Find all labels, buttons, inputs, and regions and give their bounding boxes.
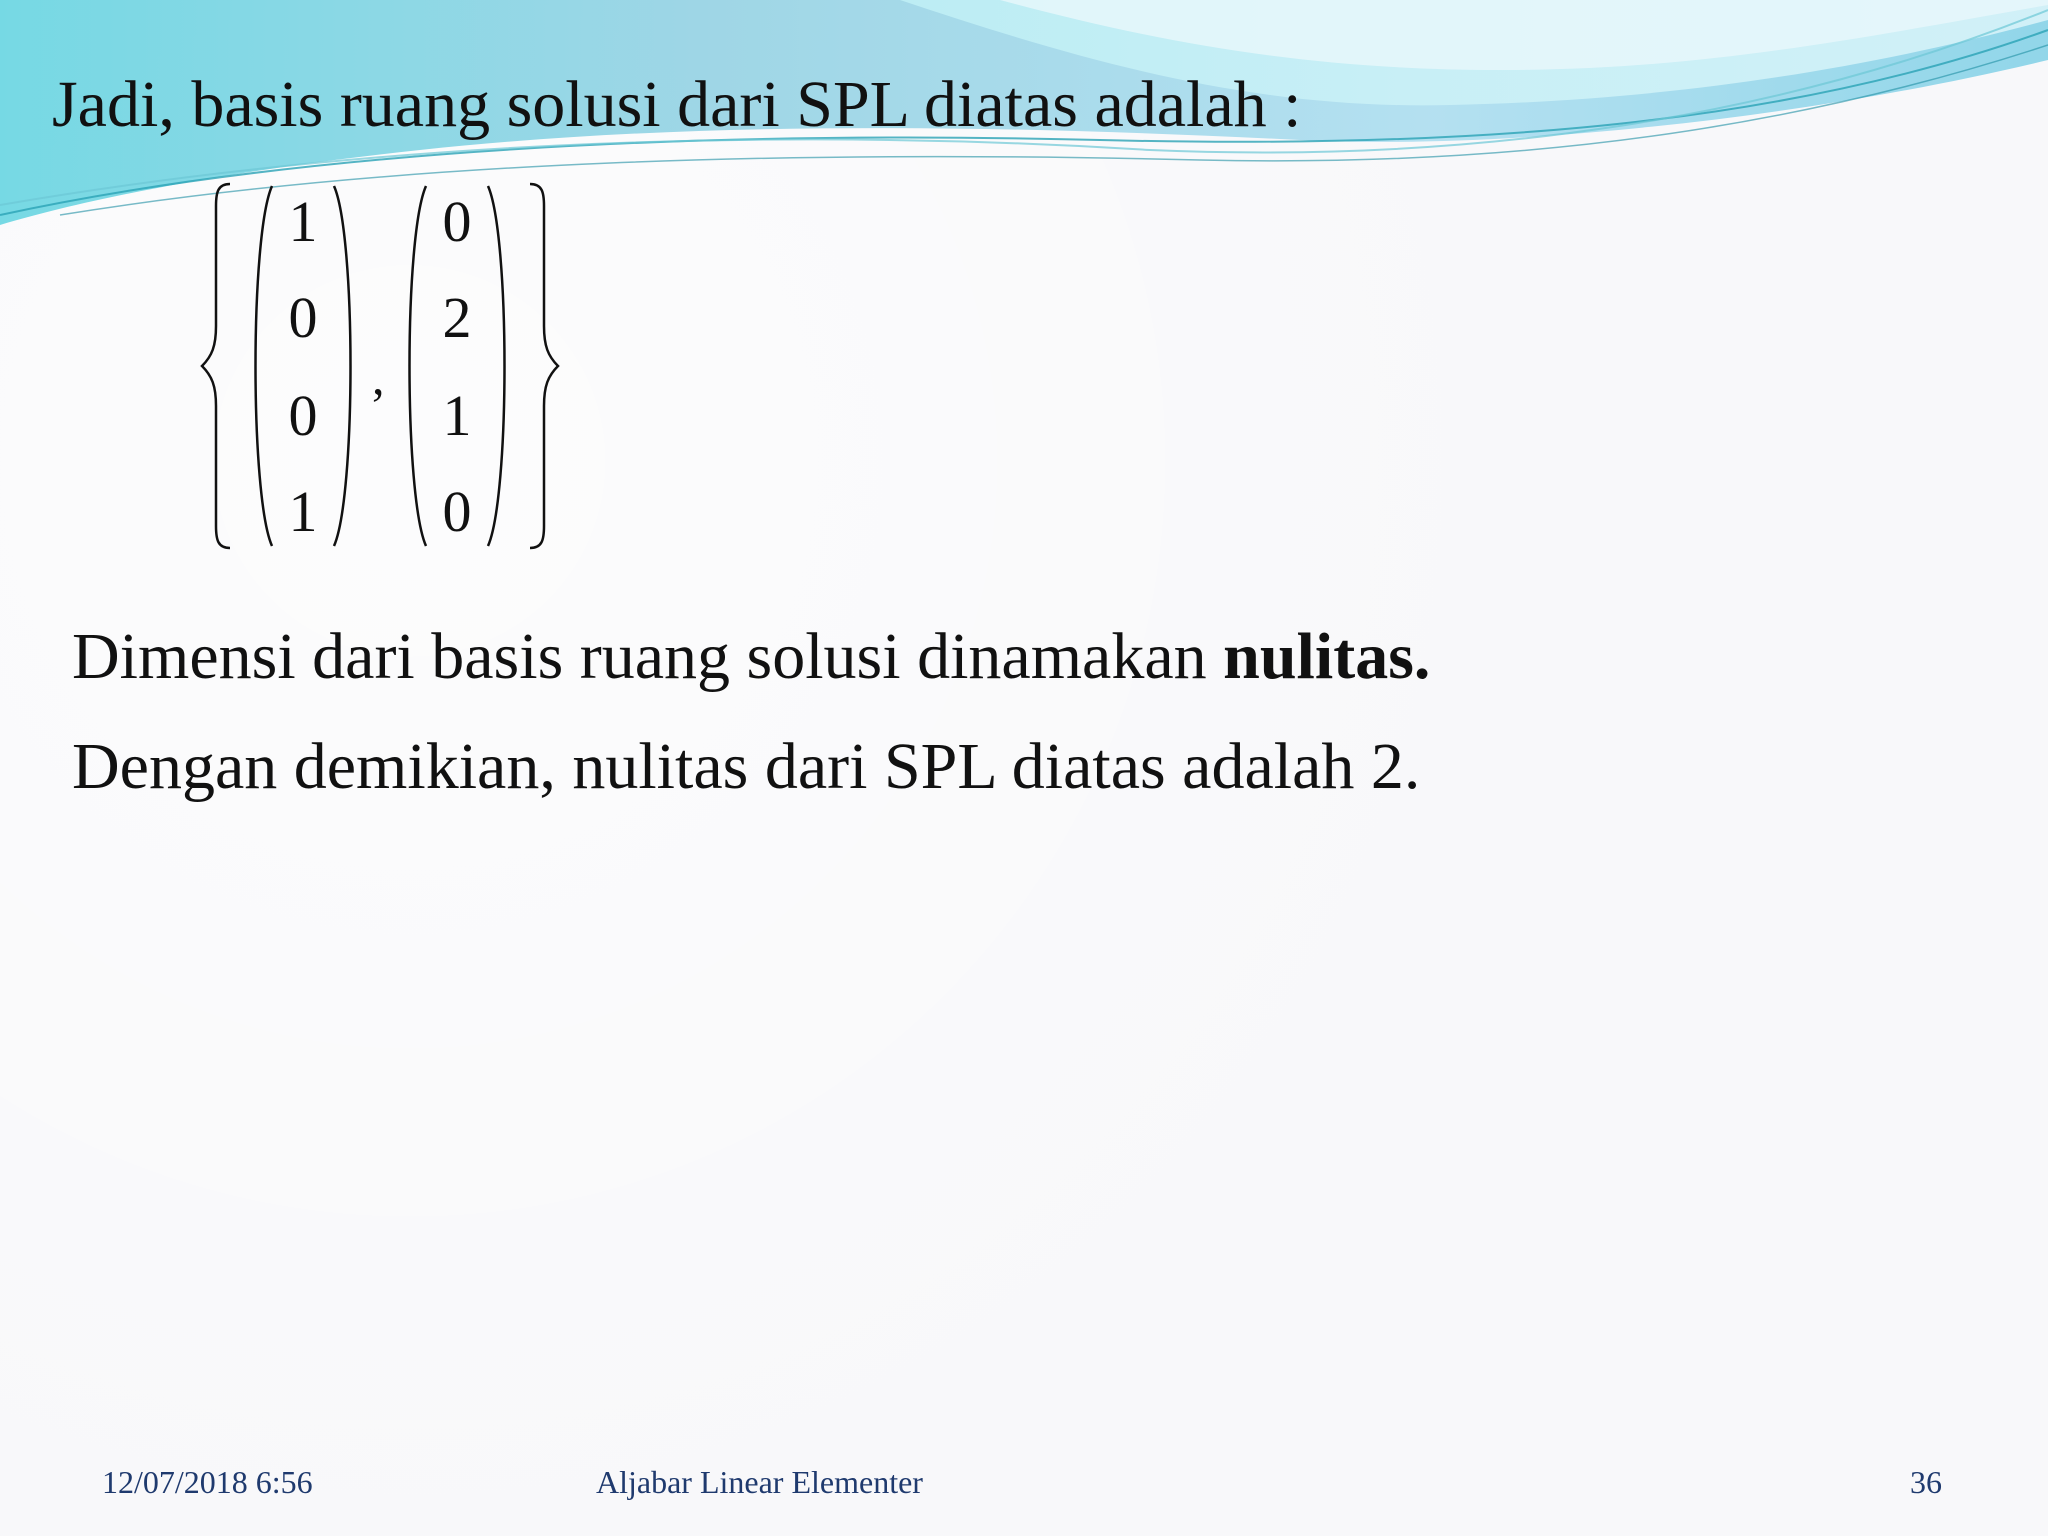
vector-1-entry: 0	[288, 383, 318, 448]
vector-2-entry: 1	[442, 383, 472, 448]
footer-page-number: 36	[1910, 1464, 1942, 1500]
vector-2-entry: 0	[442, 189, 472, 254]
nulitas-definition-text: Dimensi dari basis ruang solusi dinamakan	[72, 620, 1224, 693]
nulitas-term: nulitas.	[1223, 620, 1431, 693]
vector-2-entry: 2	[442, 285, 472, 350]
basis-vector-set	[200, 176, 580, 566]
vector-1-entry: 1	[288, 189, 318, 254]
footer-course-title: Aljabar Linear Elementer	[596, 1464, 923, 1500]
nulitas-definition	[72, 612, 1430, 702]
vector-separator: ,	[372, 349, 385, 405]
vector-2-entry: 0	[442, 479, 472, 544]
vector-1-entry: 1	[288, 479, 318, 544]
vector-1-entry: 0	[288, 285, 318, 350]
set-brackets	[200, 176, 580, 566]
slide-title: Jadi, basis ruang solusi dari SPL diatas adalah :	[52, 68, 1302, 141]
nulitas-conclusion: Dengan demikian, nulitas dari SPL diatas adalah 2.	[72, 730, 1421, 803]
footer-date: 12/07/2018 6:56	[102, 1464, 313, 1500]
